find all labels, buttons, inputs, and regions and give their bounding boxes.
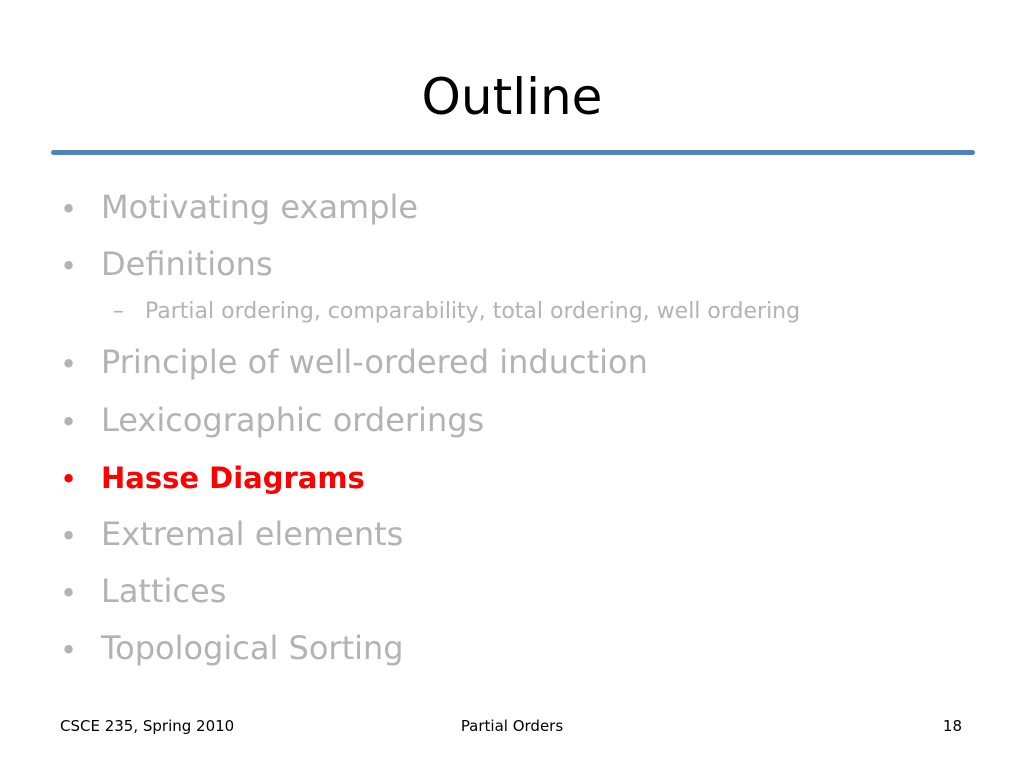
bullet-icon: • — [60, 192, 78, 226]
outline-item-label: Lattices — [101, 572, 227, 610]
footer-course: CSCE 235, Spring 2010 — [60, 717, 235, 735]
bullet-icon: • — [60, 576, 78, 610]
bullet-icon: • — [60, 633, 78, 667]
slide-title: Outline — [421, 68, 603, 126]
bullet-icon: • — [60, 405, 78, 439]
bullet-icon: • — [60, 249, 78, 283]
bullet-icon: • — [60, 519, 78, 553]
outline-item-label: Definitions — [101, 245, 273, 283]
outline-item-label: Topological Sorting — [101, 629, 404, 667]
footer-topic: Partial Orders — [460, 717, 564, 735]
outline-item-label: Motivating example — [101, 188, 419, 226]
outline-item-label: Extremal elements — [101, 515, 404, 553]
outline-item-label-current: Hasse Diagrams — [101, 461, 365, 495]
bullet-icon: • — [60, 462, 78, 496]
bullet-icon: • — [60, 347, 78, 381]
outline-item-label: Principle of well-ordered induction — [101, 343, 648, 381]
footer-page-number: 18 — [942, 717, 962, 735]
dash-icon: – — [113, 299, 124, 324]
outline-item-label: Lexicographic orderings — [101, 401, 485, 439]
outline-subitem-label: Partial ordering, comparability, total ordering, well ordering — [145, 299, 801, 324]
